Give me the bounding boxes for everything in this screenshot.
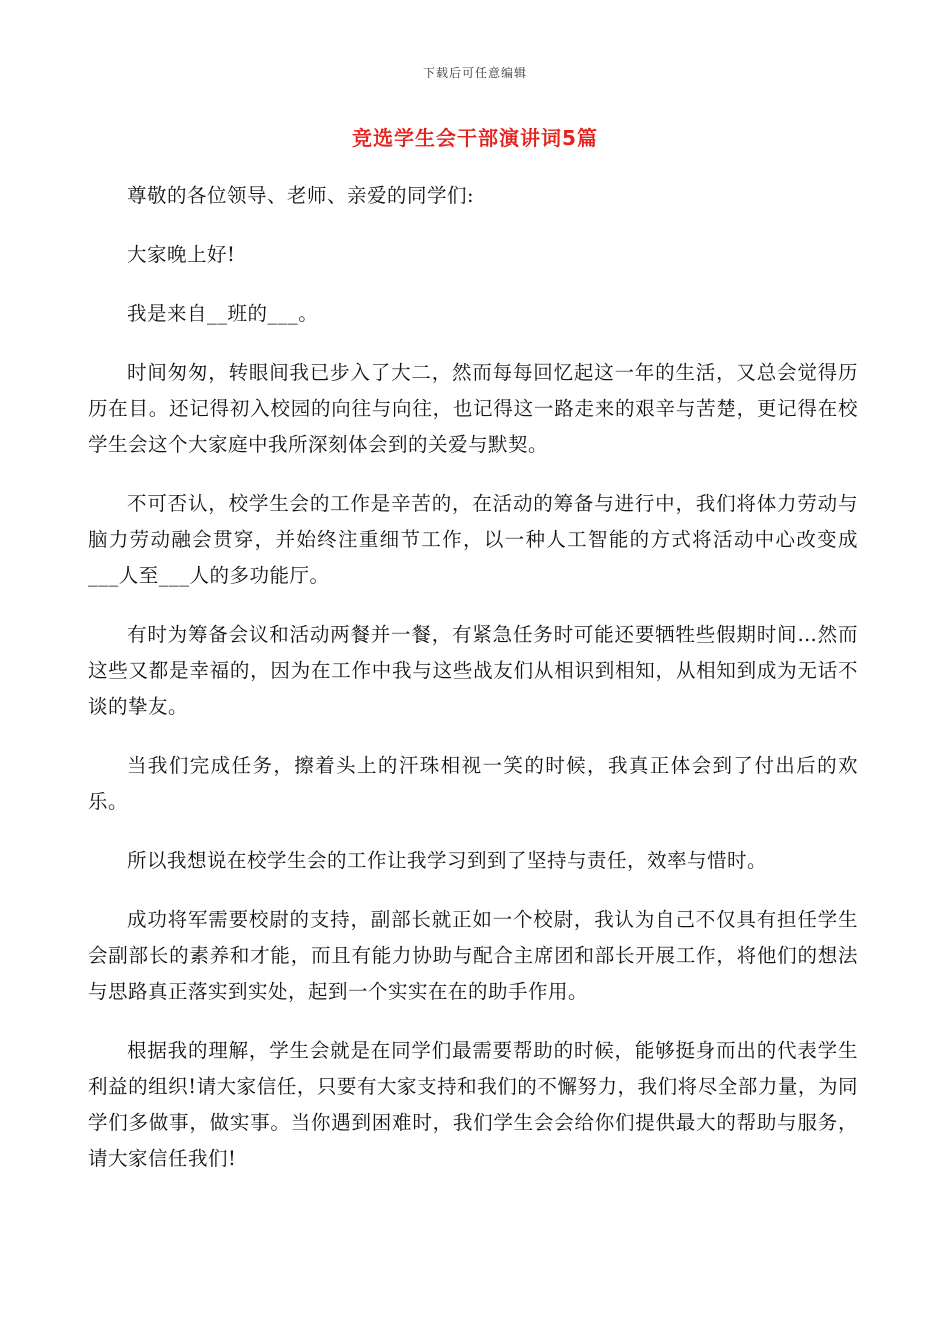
paragraph-salutation: 尊敬的各位领导、老师、亲爱的同学们: — [127, 184, 475, 207]
document-body — [88, 178, 858, 1200]
document-title: 竞选学生会干部演讲词5篇 — [352, 126, 598, 150]
paragraph-introduction: 我是来自__班的___。 — [127, 302, 319, 325]
paragraph: 当我们完成任务，擦着头上的汗珠相视一笑的时候，我真正体会到了付出后的欢乐。 — [88, 754, 858, 813]
paragraph: 不可否认，校学生会的工作是辛苦的，在活动的筹备与进行中，我们将体力劳动与脑力劳动融会贯穿，并始终注重细节工作，以一种人工智能的方式将活动中心改变成___人至___人的多功能厅。 — [88, 492, 858, 587]
paragraph: 有时为筹备会议和活动两餐并一餐，有紧急任务时可能还要牺牲些假期时间…然而这些又都是幸福的，因为在工作中我与这些战友们从相识到相知，从相知到成为无话不谈的挚友。 — [88, 623, 858, 718]
paragraph: 时间匆匆，转眼间我已步入了大二，然而每每回忆起这一年的生活，又总会觉得历历在目。还记得初入校园的向往与向往，也记得这一路走来的艰辛与苦楚，更记得在校学生会这个大家庭中我所深刻体会到的关爱与默契。 — [88, 361, 858, 456]
paragraph: 所以我想说在校学生会的工作让我学习到到了坚持与责任，效率与惜时。 — [127, 849, 768, 872]
header-note: 下载后可任意编辑 — [422, 66, 527, 80]
paragraph: 根据我的理解，学生会就是在同学们最需要帮助的时候，能够挺身而出的代表学生利益的组织!请大家信任，只要有大家支持和我们的不懈努力，我们将尽全部力量，为同学们多做事，做实事。当你遇到困难时，我们学生会会给你们提供最大的帮助与服务，请大家信任我们! — [88, 1039, 858, 1170]
paragraph: 成功将军需要校尉的支持，副部长就正如一个校尉，我认为自己不仅具有担任学生会副部长的素养和才能，而且有能力协助与配合主席团和部长开展工作，将他们的想法与思路真正落实到实处，起到一个实实在在的助手作用。 — [88, 908, 858, 1003]
paragraph-greeting: 大家晚上好! — [127, 243, 236, 266]
